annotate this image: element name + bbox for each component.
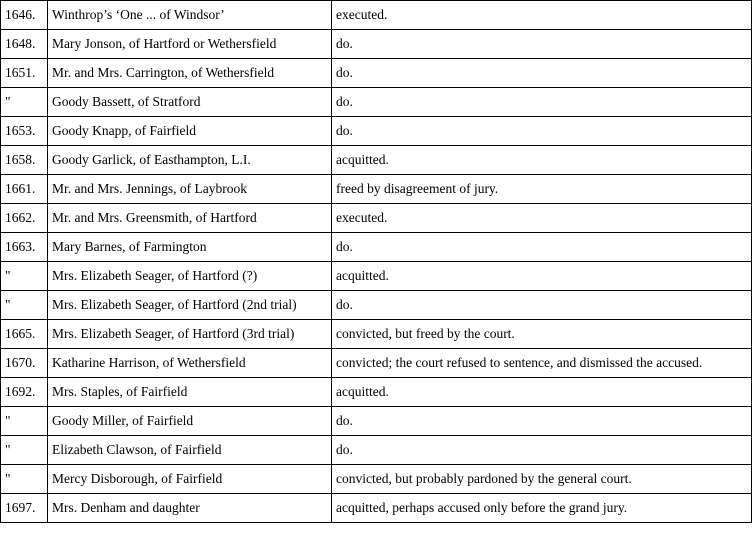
year-cell: 1697. (1, 494, 48, 523)
accused-cell: Mrs. Elizabeth Seager, of Hartford (?) (48, 262, 332, 291)
outcome-cell: acquitted. (332, 146, 752, 175)
outcome-cell: convicted; the court refused to sentence, and dismissed the accused. (332, 349, 752, 378)
outcome-cell: acquitted. (332, 262, 752, 291)
year-cell: 1663. (1, 233, 48, 262)
year-cell: 1653. (1, 117, 48, 146)
year-cell: 1661. (1, 175, 48, 204)
table-row (1, 465, 752, 494)
accused-cell: Mary Jonson, of Hartford or Wethersfield (48, 30, 332, 59)
table-body (1, 1, 752, 523)
outcome-cell: do. (332, 30, 752, 59)
table-row (1, 378, 752, 407)
accused-cell: Mrs. Staples, of Fairfield (48, 378, 332, 407)
year-cell: 1692. (1, 378, 48, 407)
year-cell: 1658. (1, 146, 48, 175)
accused-cell: Mrs. Elizabeth Seager, of Hartford (2nd trial) (48, 291, 332, 320)
year-cell: " (1, 465, 48, 494)
accused-cell: Elizabeth Clawson, of Fairfield (48, 436, 332, 465)
outcome-cell: acquitted, perhaps accused only before the grand jury. (332, 494, 752, 523)
accused-cell: Mr. and Mrs. Carrington, of Wethersfield (48, 59, 332, 88)
outcome-cell: do. (332, 407, 752, 436)
outcome-cell: freed by disagreement of jury. (332, 175, 752, 204)
table-row (1, 59, 752, 88)
table-row (1, 88, 752, 117)
outcome-cell: do. (332, 59, 752, 88)
table-row (1, 494, 752, 523)
table-row (1, 291, 752, 320)
table-row (1, 117, 752, 146)
accused-cell: Goody Garlick, of Easthampton, L.I. (48, 146, 332, 175)
outcome-cell: do. (332, 436, 752, 465)
table-row (1, 262, 752, 291)
accused-cell: Mary Barnes, of Farmington (48, 233, 332, 262)
year-cell: " (1, 407, 48, 436)
accused-cell: Goody Miller, of Fairfield (48, 407, 332, 436)
accused-cell: Mr. and Mrs. Greensmith, of Hartford (48, 204, 332, 233)
table-row (1, 30, 752, 59)
accused-cell: Mrs. Elizabeth Seager, of Hartford (3rd trial) (48, 320, 332, 349)
table-row (1, 349, 752, 378)
table-row (1, 436, 752, 465)
table-row (1, 1, 752, 30)
accused-cell: Mrs. Denham and daughter (48, 494, 332, 523)
year-cell: " (1, 262, 48, 291)
year-cell: 1646. (1, 1, 48, 30)
table-row (1, 175, 752, 204)
year-cell: 1662. (1, 204, 48, 233)
table-row (1, 320, 752, 349)
table-row (1, 407, 752, 436)
outcome-cell: do. (332, 117, 752, 146)
accused-cell: Mercy Disborough, of Fairfield (48, 465, 332, 494)
accused-cell: Winthrop’s ‘One ... of Windsor’ (48, 1, 332, 30)
outcome-cell: executed. (332, 1, 752, 30)
table-row (1, 146, 752, 175)
outcome-cell: convicted, but freed by the court. (332, 320, 752, 349)
year-cell: 1651. (1, 59, 48, 88)
table-row (1, 204, 752, 233)
outcome-cell: executed. (332, 204, 752, 233)
year-cell: 1670. (1, 349, 48, 378)
year-cell: " (1, 436, 48, 465)
year-cell: " (1, 291, 48, 320)
year-cell: 1648. (1, 30, 48, 59)
year-cell: " (1, 88, 48, 117)
outcome-cell: convicted, but probably pardoned by the general court. (332, 465, 752, 494)
accused-cell: Goody Bassett, of Stratford (48, 88, 332, 117)
accused-cell: Goody Knapp, of Fairfield (48, 117, 332, 146)
outcome-cell: do. (332, 233, 752, 262)
year-cell: 1665. (1, 320, 48, 349)
accused-cell: Katharine Harrison, of Wethersfield (48, 349, 332, 378)
outcome-cell: acquitted. (332, 378, 752, 407)
outcome-cell: do. (332, 291, 752, 320)
table-row (1, 233, 752, 262)
outcome-cell: do. (332, 88, 752, 117)
accused-cell: Mr. and Mrs. Jennings, of Laybrook (48, 175, 332, 204)
